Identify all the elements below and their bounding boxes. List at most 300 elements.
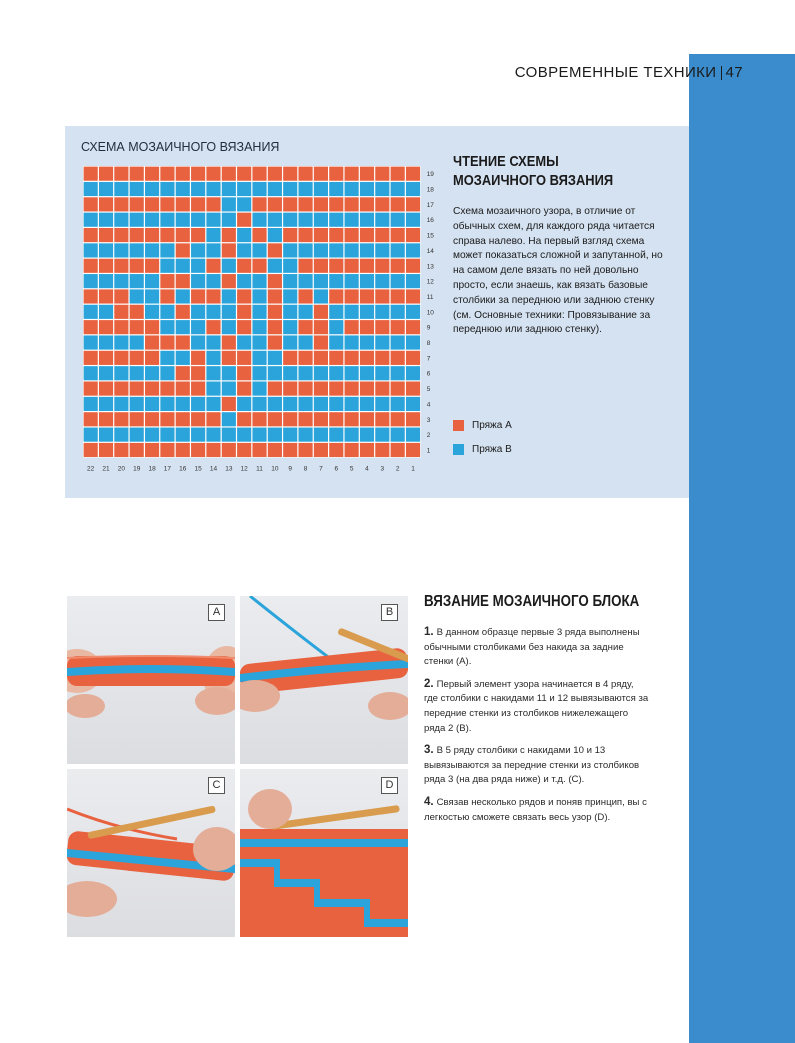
- chart-cell: [84, 320, 98, 334]
- chart-cell: [406, 382, 420, 396]
- chart-cell: [191, 259, 205, 273]
- chart-cell: [391, 274, 405, 288]
- chart-cell: [329, 428, 343, 442]
- chart-cell: [206, 428, 220, 442]
- chart-cell: [329, 289, 343, 303]
- chart-cell: [268, 412, 282, 426]
- chart-cell: [160, 274, 174, 288]
- chart-cell: [329, 243, 343, 257]
- chart-cell: [176, 213, 190, 227]
- chart-cell: [130, 243, 144, 257]
- side-bar-top-gap: [689, 0, 795, 54]
- chart-cell: [145, 443, 159, 457]
- row-number-label: 8: [426, 340, 431, 348]
- chart-cell: [176, 289, 190, 303]
- chart-cell: [360, 428, 374, 442]
- column-number-label: 4: [365, 465, 369, 473]
- column-number-label: 17: [163, 465, 172, 473]
- chart-cell: [237, 228, 251, 242]
- chart-cell: [406, 197, 420, 211]
- chart-cell: [222, 443, 236, 457]
- chart-cell: [160, 259, 174, 273]
- chart-cell: [391, 243, 405, 257]
- chart-cell: [145, 428, 159, 442]
- chart-cell: [130, 443, 144, 457]
- chart-cell: [360, 351, 374, 365]
- chart-cell: [360, 382, 374, 396]
- chart-cell: [283, 289, 297, 303]
- chart-cell: [206, 182, 220, 196]
- chart-cell: [191, 305, 205, 319]
- chart-cell: [114, 274, 128, 288]
- chart-cell: [237, 320, 251, 334]
- chart-cell: [375, 397, 389, 411]
- chart-cell: [268, 351, 282, 365]
- chart-cell: [406, 443, 420, 457]
- chart-cell: [299, 289, 313, 303]
- chart-cell: [114, 243, 128, 257]
- chart-title: СХЕМА МОЗАИЧНОГО ВЯЗАНИЯ: [81, 140, 280, 154]
- chart-cell: [329, 351, 343, 365]
- chart-cell: [206, 167, 220, 181]
- chart-cell: [130, 197, 144, 211]
- chart-cell: [299, 259, 313, 273]
- chart-cell: [299, 274, 313, 288]
- chart-cell: [191, 213, 205, 227]
- chart-cell: [160, 197, 174, 211]
- chart-cell: [130, 213, 144, 227]
- chart-cell: [252, 428, 266, 442]
- chart-cell: [237, 397, 251, 411]
- chart-cell: [84, 382, 98, 396]
- chart-cell: [329, 167, 343, 181]
- chart-cell: [222, 259, 236, 273]
- chart-cell: [391, 428, 405, 442]
- chart-cell: [130, 305, 144, 319]
- chart-cell: [145, 182, 159, 196]
- chart-cell: [283, 320, 297, 334]
- chart-cell: [206, 274, 220, 288]
- chart-cell: [191, 289, 205, 303]
- chart-cell: [283, 351, 297, 365]
- chart-cell: [360, 197, 374, 211]
- chart-cell: [114, 412, 128, 426]
- chart-cell: [375, 366, 389, 380]
- chart-cell: [406, 213, 420, 227]
- chart-cell: [252, 289, 266, 303]
- chart-cell: [191, 382, 205, 396]
- chart-cell: [99, 289, 113, 303]
- chart-cell: [176, 382, 190, 396]
- chart-cell: [299, 167, 313, 181]
- chart-cell: [237, 243, 251, 257]
- chart-cell: [406, 289, 420, 303]
- chart-cell: [130, 335, 144, 349]
- chart-cell: [222, 428, 236, 442]
- chart-cell: [145, 351, 159, 365]
- column-number-label: 15: [194, 465, 202, 473]
- chart-cell: [329, 397, 343, 411]
- chart-cell: [345, 366, 359, 380]
- photo-c: [67, 769, 235, 937]
- legend-swatch-yarn-a: [453, 420, 464, 431]
- chart-cell: [360, 320, 374, 334]
- chart-cell: [176, 366, 190, 380]
- chart-cell: [84, 167, 98, 181]
- chart-cell: [130, 320, 144, 334]
- chart-cell: [391, 305, 405, 319]
- chart-cell: [406, 228, 420, 242]
- chart-cell: [345, 443, 359, 457]
- chart-cell: [191, 228, 205, 242]
- chart-cell: [114, 428, 128, 442]
- step-text: В данном образце первые 3 ряда выполнены обычными столбиками без накида за задние стенки (А).: [424, 627, 640, 668]
- chart-cell: [114, 397, 128, 411]
- chart-cell: [375, 382, 389, 396]
- chart-cell: [360, 259, 374, 273]
- chart-cell: [252, 443, 266, 457]
- chart-cell: [391, 412, 405, 426]
- chart-cell: [283, 274, 297, 288]
- chart-cell: [206, 259, 220, 273]
- legend-label-yarn-b: Пряжа В: [472, 443, 512, 455]
- chart-cell: [314, 443, 328, 457]
- chart-cell: [406, 351, 420, 365]
- chart-cell: [406, 320, 420, 334]
- chart-cell: [130, 274, 144, 288]
- column-number-label: 22: [87, 465, 95, 473]
- chart-cell: [145, 197, 159, 211]
- step-3: [424, 743, 649, 788]
- chart-cell: [237, 412, 251, 426]
- chart-cell: [130, 182, 144, 196]
- chart-cell: [360, 243, 374, 257]
- chart-cell: [99, 243, 113, 257]
- chart-cell: [283, 197, 297, 211]
- chart-cell: [268, 397, 282, 411]
- chart-cell: [237, 382, 251, 396]
- chart-cell: [314, 197, 328, 211]
- chart-cell: [145, 382, 159, 396]
- knitting-photo-c-illustration: [67, 769, 235, 937]
- chart-cell: [222, 197, 236, 211]
- photo-tag-c: C: [208, 777, 225, 794]
- chart-cell: [299, 182, 313, 196]
- chart-cell: [329, 305, 343, 319]
- chart-cell: [360, 182, 374, 196]
- chart-cell: [222, 213, 236, 227]
- chart-cell: [176, 182, 190, 196]
- chart-cell: [99, 213, 113, 227]
- chart-cell: [145, 243, 159, 257]
- chart-cell: [314, 351, 328, 365]
- chart-cell: [345, 182, 359, 196]
- chart-cell: [406, 259, 420, 273]
- chart-cell: [252, 243, 266, 257]
- chart-cell: [345, 259, 359, 273]
- chart-cell: [145, 366, 159, 380]
- chart-cell: [314, 243, 328, 257]
- chart-cell: [84, 443, 98, 457]
- chart-cell: [299, 243, 313, 257]
- chart-panel: [65, 126, 689, 498]
- chart-cell: [375, 428, 389, 442]
- chart-cell: [391, 351, 405, 365]
- chart-cell: [299, 335, 313, 349]
- chart-cell: [375, 182, 389, 196]
- chart-cell: [114, 167, 128, 181]
- column-number-label: 14: [209, 465, 218, 473]
- column-number-label: 18: [148, 465, 156, 473]
- chart-cell: [406, 305, 420, 319]
- row-number-label: 17: [426, 201, 434, 209]
- chart-cell: [299, 213, 313, 227]
- chart-cell: [314, 274, 328, 288]
- chart-cell: [360, 412, 374, 426]
- chart-cell: [222, 366, 236, 380]
- page-number: 47: [725, 64, 743, 81]
- chart-cell: [84, 213, 98, 227]
- chart-cell: [391, 259, 405, 273]
- chart-cell: [222, 243, 236, 257]
- chart-cell: [345, 412, 359, 426]
- chart-cell: [145, 397, 159, 411]
- chart-cell: [283, 305, 297, 319]
- chart-cell: [283, 366, 297, 380]
- chart-cell: [375, 320, 389, 334]
- chart-cell: [268, 167, 282, 181]
- step-text: Первый элемент узора начинается в 4 ряду, где столбики с накидами 11 и 12 вывязываются за передние стенки из столбиков нижележащего ряда 2 (В).: [424, 678, 649, 734]
- chart-cell: [283, 213, 297, 227]
- chart-cell: [160, 428, 174, 442]
- chart-cell: [314, 259, 328, 273]
- row-number-label: 12: [426, 278, 434, 286]
- chart-cell: [268, 320, 282, 334]
- row-number-label: 5: [426, 386, 431, 394]
- chart-cell: [268, 259, 282, 273]
- row-number-label: 7: [426, 355, 431, 363]
- chart-cell: [160, 213, 174, 227]
- chart-cell: [237, 182, 251, 196]
- chart-cell: [283, 167, 297, 181]
- chart-cell: [345, 428, 359, 442]
- chart-cell: [329, 274, 343, 288]
- chart-cell: [299, 443, 313, 457]
- chart-cell: [406, 243, 420, 257]
- chart-cell: [345, 213, 359, 227]
- step-text: Связав несколько рядов и поняв принцип, вы с легкостью сможете связать весь узор (D).: [424, 796, 647, 823]
- chart-cell: [160, 335, 174, 349]
- chart-cell: [176, 335, 190, 349]
- column-number-label: 6: [334, 465, 339, 473]
- chart-cell: [160, 382, 174, 396]
- chart-cell: [99, 274, 113, 288]
- chart-cell: [222, 335, 236, 349]
- chart-cell: [191, 412, 205, 426]
- step-number: 2.: [424, 677, 434, 690]
- chart-cell: [252, 320, 266, 334]
- chart-cell: [191, 167, 205, 181]
- side-color-bar: [689, 0, 795, 1043]
- chart-cell: [206, 228, 220, 242]
- chart-cell: [160, 320, 174, 334]
- chart-cell: [99, 443, 113, 457]
- chart-cell: [329, 213, 343, 227]
- chart-cell: [237, 443, 251, 457]
- chart-cell: [160, 305, 174, 319]
- chart-cell: [84, 366, 98, 380]
- chart-cell: [360, 443, 374, 457]
- chart-cell: [160, 397, 174, 411]
- chart-cell: [406, 335, 420, 349]
- chart-cell: [283, 397, 297, 411]
- chart-cell: [222, 320, 236, 334]
- chart-cell: [299, 320, 313, 334]
- chart-cell: [345, 382, 359, 396]
- chart-cell: [176, 305, 190, 319]
- chart-cell: [360, 213, 374, 227]
- chart-cell: [160, 351, 174, 365]
- chart-cell: [206, 243, 220, 257]
- chart-cell: [345, 167, 359, 181]
- chart-cell: [84, 335, 98, 349]
- chart-cell: [99, 167, 113, 181]
- chart-cell: [268, 366, 282, 380]
- chart-cell: [329, 320, 343, 334]
- chart-cell: [99, 259, 113, 273]
- row-number-label: 11: [426, 293, 434, 301]
- chart-cell: [206, 382, 220, 396]
- chart-cell: [268, 443, 282, 457]
- chart-cell: [99, 351, 113, 365]
- chart-cell: [314, 320, 328, 334]
- chart-cell: [191, 335, 205, 349]
- chart-cell: [360, 305, 374, 319]
- chart-cell: [237, 213, 251, 227]
- section-name: СОВРЕМЕННЫЕ ТЕХНИКИ: [514, 64, 717, 81]
- chart-cell: [375, 335, 389, 349]
- chart-cell: [406, 428, 420, 442]
- chart-cell: [268, 197, 282, 211]
- chart-cell: [206, 412, 220, 426]
- chart-cell: [99, 320, 113, 334]
- chart-cell: [314, 382, 328, 396]
- chart-cell: [114, 366, 128, 380]
- chart-cell: [252, 228, 266, 242]
- chart-cell: [314, 397, 328, 411]
- chart-cell: [206, 197, 220, 211]
- chart-cell: [283, 228, 297, 242]
- chart-cell: [252, 197, 266, 211]
- chart-cell: [329, 197, 343, 211]
- chart-cell: [160, 182, 174, 196]
- chart-cell: [145, 289, 159, 303]
- photo-d: [240, 769, 408, 937]
- chart-cell: [237, 197, 251, 211]
- legend-swatch-yarn-b: [453, 444, 464, 455]
- chart-cell: [299, 351, 313, 365]
- chart-cell: [329, 412, 343, 426]
- step-number: 1.: [424, 626, 434, 638]
- chart-cell: [222, 182, 236, 196]
- chart-cell: [360, 228, 374, 242]
- chart-cell: [84, 305, 98, 319]
- step-number: 4.: [424, 795, 434, 808]
- chart-cell: [329, 335, 343, 349]
- chart-cell: [391, 320, 405, 334]
- chart-cell: [345, 397, 359, 411]
- chart-cell: [329, 443, 343, 457]
- chart-cell: [130, 382, 144, 396]
- chart-cell: [360, 167, 374, 181]
- chart-cell: [252, 167, 266, 181]
- chart-cell: [252, 259, 266, 273]
- step-4: [424, 795, 649, 825]
- chart-cell: [84, 228, 98, 242]
- chart-cell: [237, 274, 251, 288]
- chart-cell: [114, 259, 128, 273]
- chart-cell: [206, 335, 220, 349]
- chart-cell: [191, 197, 205, 211]
- chart-cell: [252, 382, 266, 396]
- chart-cell: [99, 382, 113, 396]
- chart-cell: [375, 197, 389, 211]
- chart-cell: [345, 335, 359, 349]
- column-number-label: 13: [225, 465, 233, 473]
- chart-cell: [191, 274, 205, 288]
- column-number-label: 2: [395, 465, 400, 473]
- step-1: [424, 625, 649, 670]
- chart-cell: [391, 289, 405, 303]
- chart-cell: [222, 351, 236, 365]
- chart-cell: [237, 351, 251, 365]
- reading-title: ЧТЕНИЕ СХЕМЫ МОЗАИЧНОГО ВЯЗАНИЯ: [453, 153, 614, 189]
- chart-cell: [299, 428, 313, 442]
- chart-cell: [130, 397, 144, 411]
- chart-cell: [268, 335, 282, 349]
- chart-cell: [268, 289, 282, 303]
- chart-cell: [114, 305, 128, 319]
- legend-item-yarn-b: [453, 442, 512, 456]
- chart-cell: [252, 182, 266, 196]
- chart-cell: [375, 289, 389, 303]
- chart-cell: [314, 428, 328, 442]
- chart-cell: [84, 274, 98, 288]
- chart-cell: [345, 305, 359, 319]
- chart-cell: [391, 197, 405, 211]
- column-number-label: 20: [117, 465, 125, 473]
- photo-a: [67, 596, 235, 764]
- chart-cell: [145, 335, 159, 349]
- chart-cell: [406, 397, 420, 411]
- chart-cell: [268, 305, 282, 319]
- row-number-label: 3: [426, 416, 431, 424]
- column-number-label: 19: [133, 465, 141, 473]
- chart-cell: [299, 412, 313, 426]
- row-number-label: 6: [426, 370, 431, 378]
- chart-cell: [283, 443, 297, 457]
- row-number-label: 1: [426, 447, 431, 455]
- row-number-label: 2: [426, 432, 431, 440]
- chart-cell: [237, 428, 251, 442]
- column-number-label: 9: [288, 465, 293, 473]
- chart-cell: [283, 382, 297, 396]
- chart-cell: [176, 167, 190, 181]
- chart-cell: [314, 228, 328, 242]
- chart-cell: [99, 397, 113, 411]
- legend-item-yarn-a: [453, 418, 512, 432]
- knitting-photo-d-illustration: [240, 769, 408, 937]
